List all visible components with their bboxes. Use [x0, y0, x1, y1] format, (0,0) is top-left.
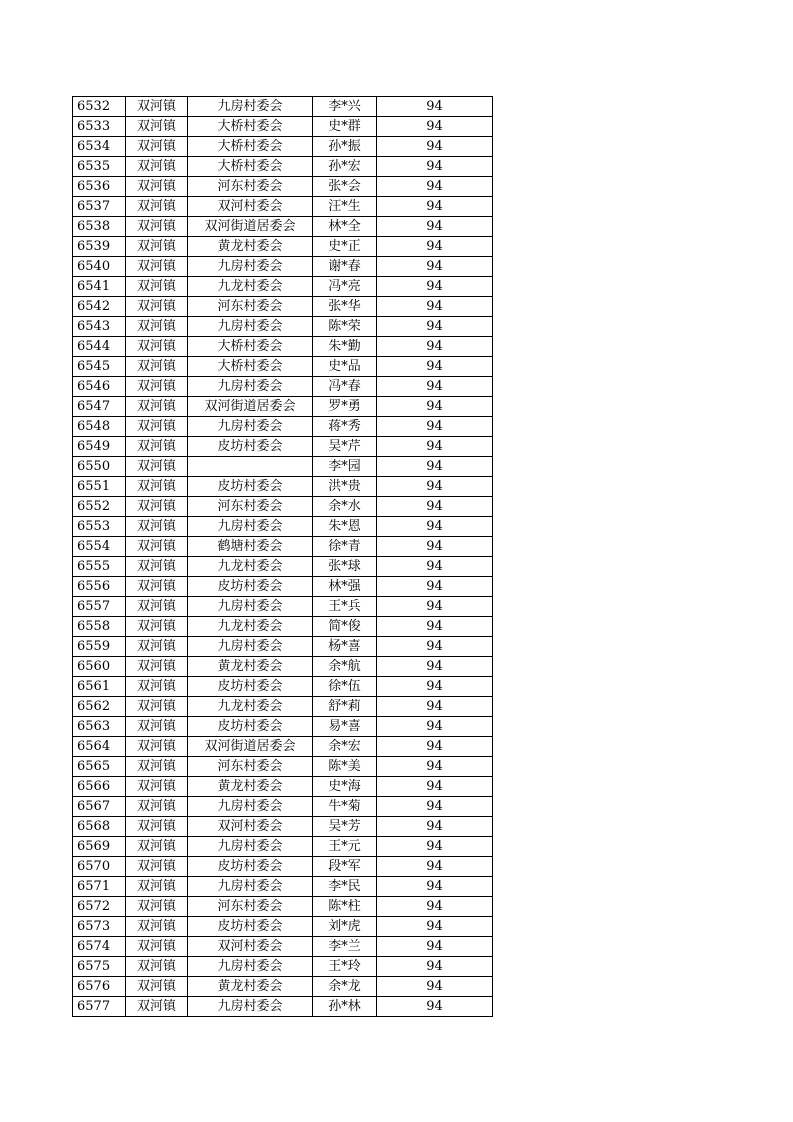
town-cell: 双河镇: [126, 377, 188, 397]
name-cell: 舒*莉: [313, 697, 377, 717]
name-cell: 杨*喜: [313, 637, 377, 657]
committee-cell: 九房村委会: [188, 877, 313, 897]
score-cell: 94: [377, 157, 493, 177]
table-row: [73, 397, 493, 417]
name-cell: 陈*美: [313, 757, 377, 777]
committee-cell: 黄龙村委会: [188, 657, 313, 677]
name-cell: 陈*柱: [313, 897, 377, 917]
committee-cell: 九龙村委会: [188, 277, 313, 297]
committee-cell: 双河街道居委会: [188, 737, 313, 757]
committee-cell: 河东村委会: [188, 177, 313, 197]
committee-cell: 皮坊村委会: [188, 477, 313, 497]
score-cell: 94: [377, 877, 493, 897]
town-cell: 双河镇: [126, 117, 188, 137]
table-row: [73, 737, 493, 757]
name-cell: 洪*贵: [313, 477, 377, 497]
table-row: [73, 677, 493, 697]
row-number: 6536: [73, 177, 126, 197]
name-cell: 陈*荣: [313, 317, 377, 337]
committee-cell: 双河村委会: [188, 817, 313, 837]
name-cell: 李*民: [313, 877, 377, 897]
table-row: [73, 537, 493, 557]
table-row: [73, 217, 493, 237]
town-cell: 双河镇: [126, 197, 188, 217]
committee-cell: 皮坊村委会: [188, 437, 313, 457]
table-row: [73, 997, 493, 1017]
table-row: [73, 657, 493, 677]
table-row: [73, 517, 493, 537]
name-cell: 谢*春: [313, 257, 377, 277]
row-number: 6567: [73, 797, 126, 817]
committee-cell: 大桥村委会: [188, 357, 313, 377]
table-row: [73, 477, 493, 497]
row-number: 6557: [73, 597, 126, 617]
table-row: [73, 377, 493, 397]
name-cell: 朱*勤: [313, 337, 377, 357]
table-row: [73, 277, 493, 297]
name-cell: 蒋*秀: [313, 417, 377, 437]
committee-cell: 九房村委会: [188, 377, 313, 397]
name-cell: 吴*芳: [313, 817, 377, 837]
table-row: [73, 697, 493, 717]
town-cell: 双河镇: [126, 857, 188, 877]
table-row: [73, 617, 493, 637]
name-cell: 朱*恩: [313, 517, 377, 537]
committee-cell: 黄龙村委会: [188, 237, 313, 257]
row-number: 6573: [73, 917, 126, 937]
town-cell: 双河镇: [126, 457, 188, 477]
town-cell: 双河镇: [126, 837, 188, 857]
name-cell: 张*华: [313, 297, 377, 317]
score-cell: 94: [377, 757, 493, 777]
score-cell: 94: [377, 317, 493, 337]
town-cell: 双河镇: [126, 297, 188, 317]
name-cell: 林*全: [313, 217, 377, 237]
committee-cell: 黄龙村委会: [188, 777, 313, 797]
table-row: [73, 577, 493, 597]
name-cell: 余*水: [313, 497, 377, 517]
committee-cell: 河东村委会: [188, 497, 313, 517]
committee-cell: 黄龙村委会: [188, 977, 313, 997]
score-cell: 94: [377, 437, 493, 457]
town-cell: 双河镇: [126, 957, 188, 977]
committee-cell: 双河村委会: [188, 937, 313, 957]
table-row: [73, 637, 493, 657]
row-number: 6539: [73, 237, 126, 257]
name-cell: 余*宏: [313, 737, 377, 757]
row-number: 6559: [73, 637, 126, 657]
town-cell: 双河镇: [126, 717, 188, 737]
committee-cell: 河东村委会: [188, 897, 313, 917]
name-cell: 冯*亮: [313, 277, 377, 297]
row-number: 6575: [73, 957, 126, 977]
row-number: 6569: [73, 837, 126, 857]
row-number: 6562: [73, 697, 126, 717]
name-cell: 余*龙: [313, 977, 377, 997]
row-number: 6560: [73, 657, 126, 677]
town-cell: 双河镇: [126, 577, 188, 597]
town-cell: 双河镇: [126, 497, 188, 517]
row-number: 6552: [73, 497, 126, 517]
score-cell: 94: [377, 797, 493, 817]
row-number: 6565: [73, 757, 126, 777]
name-cell: 余*航: [313, 657, 377, 677]
committee-cell: 九房村委会: [188, 957, 313, 977]
row-number: 6551: [73, 477, 126, 497]
table-row: [73, 437, 493, 457]
committee-cell: 九房村委会: [188, 597, 313, 617]
score-cell: 94: [377, 177, 493, 197]
name-cell: 孙*宏: [313, 157, 377, 177]
score-cell: 94: [377, 97, 493, 117]
table-row: [73, 797, 493, 817]
committee-cell: 皮坊村委会: [188, 917, 313, 937]
committee-cell: [188, 457, 313, 477]
row-number: 6555: [73, 557, 126, 577]
committee-cell: 九龙村委会: [188, 617, 313, 637]
town-cell: 双河镇: [126, 397, 188, 417]
town-cell: 双河镇: [126, 917, 188, 937]
row-number: 6568: [73, 817, 126, 837]
score-cell: 94: [377, 617, 493, 637]
name-cell: 史*海: [313, 777, 377, 797]
row-number: 6564: [73, 737, 126, 757]
town-cell: 双河镇: [126, 177, 188, 197]
committee-cell: 皮坊村委会: [188, 677, 313, 697]
table-row: [73, 597, 493, 617]
committee-cell: 九房村委会: [188, 417, 313, 437]
row-number: 6532: [73, 97, 126, 117]
name-cell: 李*园: [313, 457, 377, 477]
town-cell: 双河镇: [126, 257, 188, 277]
row-number: 6547: [73, 397, 126, 417]
committee-cell: 九龙村委会: [188, 557, 313, 577]
town-cell: 双河镇: [126, 937, 188, 957]
committee-cell: 皮坊村委会: [188, 577, 313, 597]
table-row: [73, 197, 493, 217]
town-cell: 双河镇: [126, 277, 188, 297]
row-number: 6576: [73, 977, 126, 997]
score-cell: 94: [377, 477, 493, 497]
table-row: [73, 817, 493, 837]
name-cell: 王*元: [313, 837, 377, 857]
score-cell: 94: [377, 697, 493, 717]
name-cell: 王*玲: [313, 957, 377, 977]
score-cell: 94: [377, 497, 493, 517]
town-cell: 双河镇: [126, 597, 188, 617]
name-cell: 段*军: [313, 857, 377, 877]
table-row: [73, 337, 493, 357]
table-row: [73, 497, 493, 517]
score-cell: 94: [377, 957, 493, 977]
town-cell: 双河镇: [126, 657, 188, 677]
score-cell: 94: [377, 397, 493, 417]
committee-cell: 九房村委会: [188, 637, 313, 657]
name-cell: 张*会: [313, 177, 377, 197]
table-row: [73, 717, 493, 737]
committee-cell: 九房村委会: [188, 317, 313, 337]
name-cell: 冯*春: [313, 377, 377, 397]
score-cell: 94: [377, 337, 493, 357]
town-cell: 双河镇: [126, 877, 188, 897]
committee-cell: 大桥村委会: [188, 137, 313, 157]
name-cell: 刘*虎: [313, 917, 377, 937]
name-cell: 简*俊: [313, 617, 377, 637]
score-cell: 94: [377, 417, 493, 437]
committee-cell: 皮坊村委会: [188, 717, 313, 737]
committee-cell: 九房村委会: [188, 837, 313, 857]
score-cell: 94: [377, 637, 493, 657]
row-number: 6549: [73, 437, 126, 457]
name-cell: 罗*勇: [313, 397, 377, 417]
row-number: 6542: [73, 297, 126, 317]
score-cell: 94: [377, 377, 493, 397]
town-cell: 双河镇: [126, 137, 188, 157]
name-cell: 吴*芹: [313, 437, 377, 457]
score-cell: 94: [377, 357, 493, 377]
town-cell: 双河镇: [126, 157, 188, 177]
row-number: 6570: [73, 857, 126, 877]
town-cell: 双河镇: [126, 437, 188, 457]
score-cell: 94: [377, 237, 493, 257]
town-cell: 双河镇: [126, 97, 188, 117]
score-cell: 94: [377, 297, 493, 317]
row-number: 6543: [73, 317, 126, 337]
town-cell: 双河镇: [126, 517, 188, 537]
row-number: 6556: [73, 577, 126, 597]
score-cell: 94: [377, 717, 493, 737]
row-number: 6572: [73, 897, 126, 917]
score-cell: 94: [377, 597, 493, 617]
score-cell: 94: [377, 917, 493, 937]
table-row: [73, 357, 493, 377]
table-row: [73, 837, 493, 857]
table-row: [73, 937, 493, 957]
roster-table: [72, 96, 493, 1017]
row-number: 6566: [73, 777, 126, 797]
town-cell: 双河镇: [126, 757, 188, 777]
name-cell: 牛*菊: [313, 797, 377, 817]
name-cell: 孙*振: [313, 137, 377, 157]
score-cell: 94: [377, 137, 493, 157]
town-cell: 双河镇: [126, 797, 188, 817]
score-cell: 94: [377, 817, 493, 837]
committee-cell: 九房村委会: [188, 257, 313, 277]
row-number: 6574: [73, 937, 126, 957]
name-cell: 徐*青: [313, 537, 377, 557]
row-number: 6558: [73, 617, 126, 637]
row-number: 6550: [73, 457, 126, 477]
town-cell: 双河镇: [126, 317, 188, 337]
town-cell: 双河镇: [126, 417, 188, 437]
town-cell: 双河镇: [126, 897, 188, 917]
committee-cell: 双河街道居委会: [188, 397, 313, 417]
town-cell: 双河镇: [126, 737, 188, 757]
committee-cell: 九房村委会: [188, 797, 313, 817]
row-number: 6544: [73, 337, 126, 357]
row-number: 6537: [73, 197, 126, 217]
town-cell: 双河镇: [126, 557, 188, 577]
table-row: [73, 417, 493, 437]
committee-cell: 河东村委会: [188, 297, 313, 317]
row-number: 6540: [73, 257, 126, 277]
name-cell: 史*品: [313, 357, 377, 377]
committee-cell: 大桥村委会: [188, 337, 313, 357]
committee-cell: 大桥村委会: [188, 157, 313, 177]
table-row: [73, 97, 493, 117]
name-cell: 王*兵: [313, 597, 377, 617]
score-cell: 94: [377, 457, 493, 477]
table-row: [73, 457, 493, 477]
committee-cell: 九龙村委会: [188, 697, 313, 717]
row-number: 6534: [73, 137, 126, 157]
score-cell: 94: [377, 977, 493, 997]
row-number: 6538: [73, 217, 126, 237]
table-row: [73, 237, 493, 257]
town-cell: 双河镇: [126, 697, 188, 717]
table-row: [73, 297, 493, 317]
row-number: 6554: [73, 537, 126, 557]
row-number: 6571: [73, 877, 126, 897]
row-number: 6563: [73, 717, 126, 737]
table-row: [73, 117, 493, 137]
score-cell: 94: [377, 197, 493, 217]
name-cell: 孙*林: [313, 997, 377, 1017]
score-cell: 94: [377, 517, 493, 537]
name-cell: 李*兰: [313, 937, 377, 957]
score-cell: 94: [377, 117, 493, 137]
score-cell: 94: [377, 657, 493, 677]
town-cell: 双河镇: [126, 477, 188, 497]
row-number: 6545: [73, 357, 126, 377]
row-number: 6577: [73, 997, 126, 1017]
row-number: 6548: [73, 417, 126, 437]
committee-cell: 九房村委会: [188, 97, 313, 117]
name-cell: 张*球: [313, 557, 377, 577]
committee-cell: 皮坊村委会: [188, 857, 313, 877]
table-row: [73, 877, 493, 897]
row-number: 6541: [73, 277, 126, 297]
score-cell: 94: [377, 937, 493, 957]
table-row: [73, 857, 493, 877]
town-cell: 双河镇: [126, 217, 188, 237]
town-cell: 双河镇: [126, 237, 188, 257]
score-cell: 94: [377, 997, 493, 1017]
score-cell: 94: [377, 277, 493, 297]
committee-cell: 大桥村委会: [188, 117, 313, 137]
score-cell: 94: [377, 577, 493, 597]
name-cell: 徐*伍: [313, 677, 377, 697]
town-cell: 双河镇: [126, 777, 188, 797]
town-cell: 双河镇: [126, 677, 188, 697]
table-row: [73, 977, 493, 997]
table-row: [73, 897, 493, 917]
name-cell: 易*喜: [313, 717, 377, 737]
town-cell: 双河镇: [126, 997, 188, 1017]
table-row: [73, 757, 493, 777]
committee-cell: 双河村委会: [188, 197, 313, 217]
table-row: [73, 257, 493, 277]
table-row: [73, 157, 493, 177]
town-cell: 双河镇: [126, 617, 188, 637]
table-row: [73, 557, 493, 577]
committee-cell: 双河街道居委会: [188, 217, 313, 237]
table-row: [73, 177, 493, 197]
score-cell: 94: [377, 837, 493, 857]
score-cell: 94: [377, 777, 493, 797]
town-cell: 双河镇: [126, 637, 188, 657]
town-cell: 双河镇: [126, 337, 188, 357]
town-cell: 双河镇: [126, 357, 188, 377]
table-row: [73, 777, 493, 797]
committee-cell: 鹤塘村委会: [188, 537, 313, 557]
name-cell: 李*兴: [313, 97, 377, 117]
table-row: [73, 917, 493, 937]
name-cell: 史*群: [313, 117, 377, 137]
score-cell: 94: [377, 857, 493, 877]
roster-table-body: [73, 97, 493, 1017]
table-row: [73, 137, 493, 157]
committee-cell: 河东村委会: [188, 757, 313, 777]
town-cell: 双河镇: [126, 537, 188, 557]
row-number: 6535: [73, 157, 126, 177]
committee-cell: 九房村委会: [188, 997, 313, 1017]
score-cell: 94: [377, 677, 493, 697]
name-cell: 林*强: [313, 577, 377, 597]
table-row: [73, 957, 493, 977]
row-number: 6533: [73, 117, 126, 137]
score-cell: 94: [377, 537, 493, 557]
score-cell: 94: [377, 737, 493, 757]
row-number: 6561: [73, 677, 126, 697]
town-cell: 双河镇: [126, 977, 188, 997]
row-number: 6546: [73, 377, 126, 397]
committee-cell: 九房村委会: [188, 517, 313, 537]
score-cell: 94: [377, 897, 493, 917]
row-number: 6553: [73, 517, 126, 537]
name-cell: 汪*生: [313, 197, 377, 217]
score-cell: 94: [377, 557, 493, 577]
score-cell: 94: [377, 257, 493, 277]
table-row: [73, 317, 493, 337]
score-cell: 94: [377, 217, 493, 237]
town-cell: 双河镇: [126, 817, 188, 837]
name-cell: 史*正: [313, 237, 377, 257]
